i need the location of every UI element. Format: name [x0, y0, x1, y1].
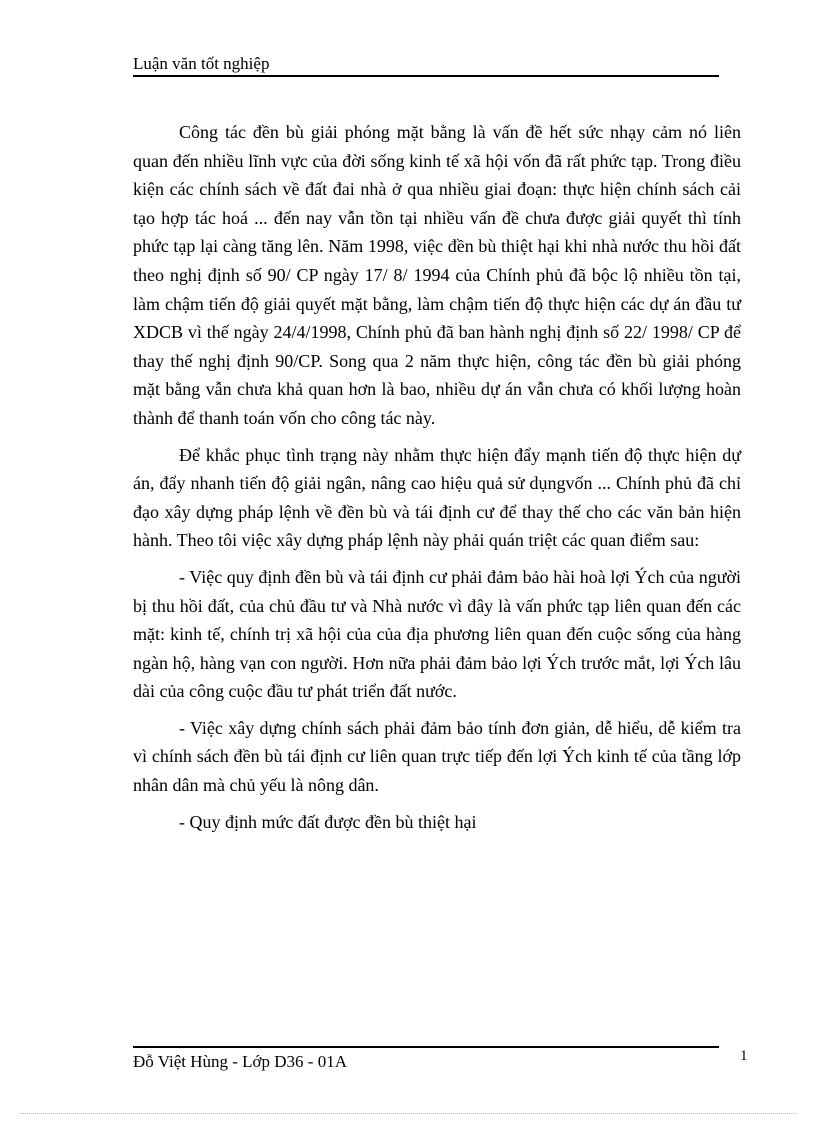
paragraph-5: - Quy định mức đất được đền bù thiệt hại — [179, 811, 477, 832]
header-rule — [133, 75, 719, 77]
page-number: 1 — [740, 1048, 748, 1064]
footer-author: Đỗ Việt Hùng - Lớp D36 - 01A — [133, 1052, 347, 1071]
paragraph-3: - Việc quy định đền bù và tái định cư phải đảm bảo hài hoà lợi Ých của người bị thu hồi đất, của chủ đầu tư và Nhà nước vì đây là vấn phức tạp liên quan đến các mặt: kinh tế, chính trị xã hội của của địa phương liên quan đến cuộc sống của hàng ngàn hộ, hàng vạn con người. Hơn nữa phải đảm bảo lợi Ých trước mắt, lợi Ých lâu dài của công cuộc đầu tư phát triển đất nước. — [133, 566, 741, 702]
paragraph-2: Để khắc phục tình trạng này nhằm thực hiện đẩy mạnh tiến độ thực hiện dự án, đẩy nhanh tiến độ giải ngân, nâng cao hiệu quả sử dụngvốn ... Chính phủ đã chỉ đạo xây dựng pháp lệnh về đền bù và tái định cư để thay thế cho các văn bản hiện hành. Theo tôi việc xây dựng pháp lệnh này phải quán triệt các quan điểm sau: — [133, 444, 741, 551]
paragraph-4: - Việc xây dựng chính sách phải đảm bảo tính đơn giản, dễ hiểu, dễ kiểm tra vì chính sách đền bù tái định cư liên quan trực tiếp đến lợi Ých kinh tế của tầng lớp nhân dân mà chủ yếu là nông dân. — [133, 717, 741, 796]
body-text — [133, 118, 741, 844]
header-title: Luận văn tốt nghiệp — [133, 54, 270, 73]
page-edge-dots — [20, 1113, 796, 1114]
paragraph-1: Công tác đền bù giải phóng mặt bằng là vấn đề hết sức nhạy cảm nó liên quan đến nhiều lĩnh vực của đời sống kinh tế xã hội vốn đã rất phức tạp. Trong điều kiện các chính sách về đất đai nhà ở qua nhiều giai đoạn: thực hiện chính sách cải tạo hợp tác hoá ... đến nay vẫn tồn tại nhiều vấn đề chưa được giải quyết thì tính phức tạp lại càng tăng lên. Năm 1998, việc đền bù thiệt hại khi nhà nước thu hồi đất theo nghị định số 90/ CP ngày 17/ 8/ 1994 của Chính phủ đã bộc lộ nhiều tồn tại, làm chậm tiến độ giải quyết mặt bằng, làm chậm tiến độ thực hiện các dự án đầu tư XDCB vì thế ngày 24/4/1998, Chính phủ đã ban hành nghị định số 22/ 1998/ CP để thay thế nghị định 90/CP. Song qua 2 năm thực hiện, công tác đền bù giải phóng mặt bằng vẫn chưa khả quan hơn là bao, nhiều dự án vẫn chưa có khối lượng hoàn thành để thanh toán vốn cho công tác này. — [133, 122, 741, 428]
footer-rule — [133, 1046, 719, 1048]
